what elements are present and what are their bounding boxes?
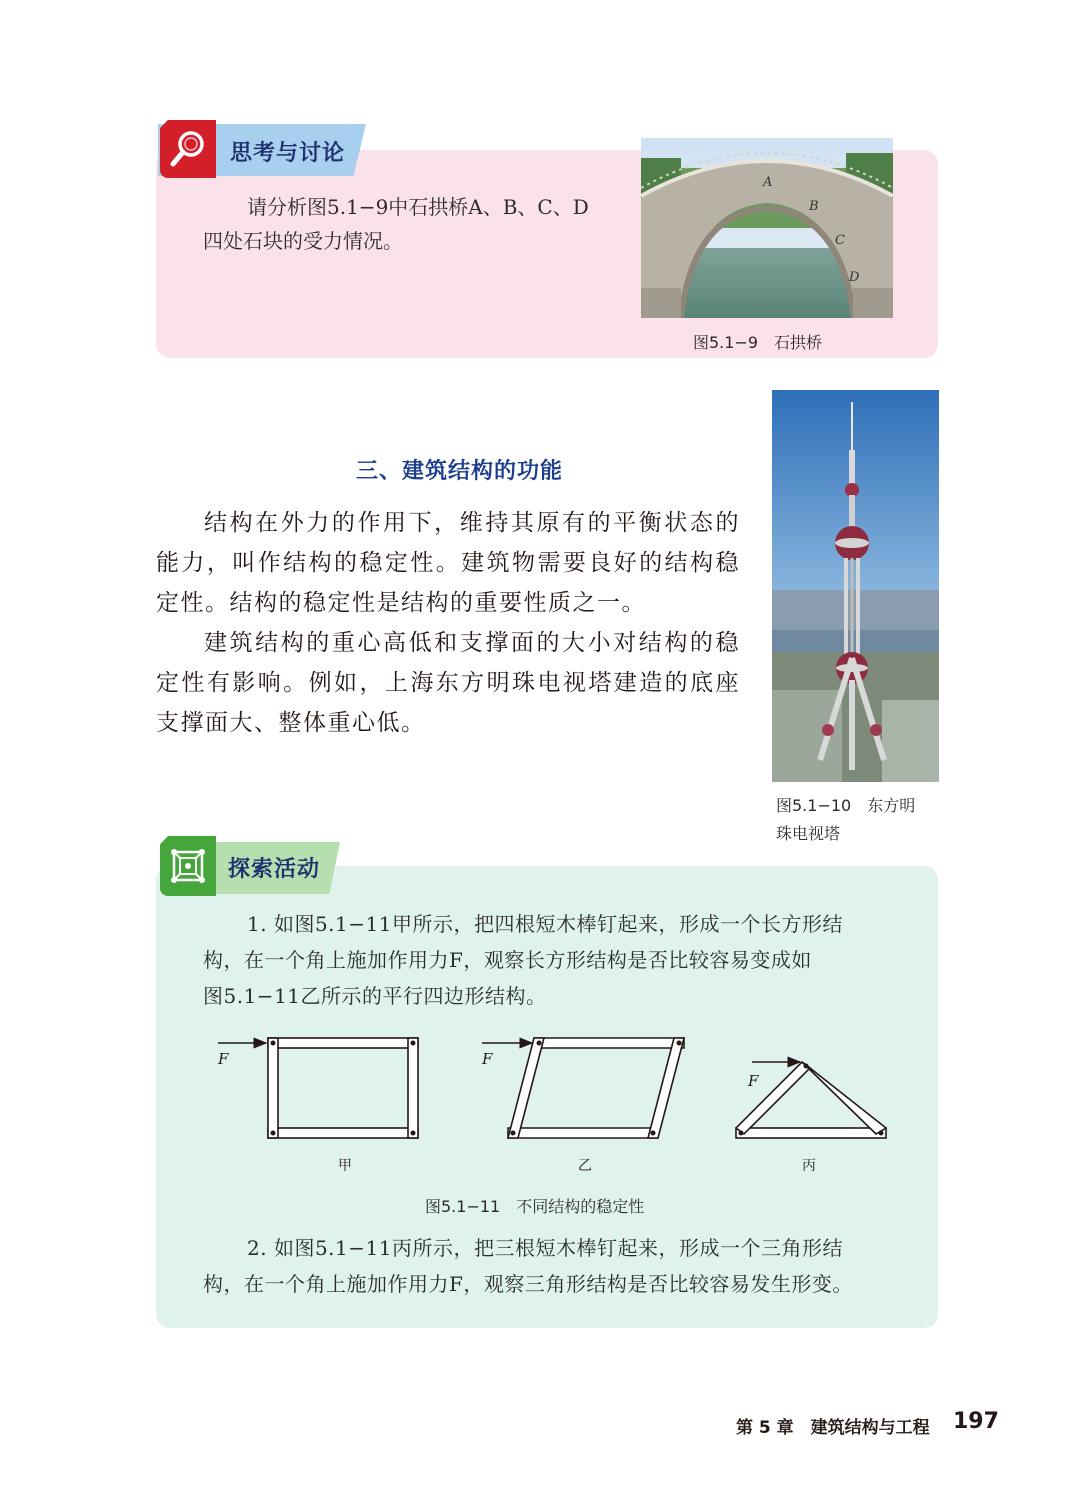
explore-item-2-line-2: 构，在一个角上施加作用力F，观察三角形结构是否比较容易发生形变。: [203, 1272, 853, 1296]
chapter-footer: 第 5 章 建筑结构与工程: [736, 1418, 930, 1438]
label-bing: 丙: [802, 1158, 816, 1174]
force-label-yi: F: [482, 1050, 493, 1068]
explore-item-2: [203, 1230, 903, 1302]
think-line-1: 请分析图5.1−9中石拱桥A、B、C、D: [247, 195, 589, 219]
explore-item-1-line-1: 1. 如图5.1−11甲所示，把四根短木棒钉起来，形成一个长方形结: [247, 912, 843, 936]
cube-network-icon: [160, 836, 216, 896]
label-jia: 甲: [338, 1158, 352, 1174]
section-paragraph-2: 建筑结构的重心高低和支撑面的大小对结构的稳定性有影响。例如，上海东方明珠电视塔建造的底座支撑面大、整体重心低。: [156, 630, 740, 736]
think-discuss-text: [203, 190, 623, 258]
section-paragraph-1: 结构在外力的作用下，维持其原有的平衡状态的能力，叫作结构的稳定性。建筑物需要良好的结构稳定性。结构的稳定性是结构的重要性质之一。: [156, 510, 740, 616]
parallelogram-structure: [508, 1038, 684, 1138]
section-title: 三、建筑结构的功能: [356, 459, 564, 484]
arch-label-d: D: [849, 270, 860, 285]
triangle-structure: [736, 1062, 886, 1138]
think-line-2: 四处石块的受力情况。: [203, 229, 403, 253]
explore-item-1-line-3: 图5.1−11乙所示的平行四边形结构。: [203, 984, 547, 1008]
force-label-jia: F: [218, 1050, 229, 1068]
explore-item-1: [203, 906, 903, 1014]
force-label-bing: F: [748, 1072, 759, 1090]
structure-stability-diagram: [200, 1024, 900, 1184]
label-yi: 乙: [578, 1158, 592, 1174]
explore-activity-title: 探索活动: [228, 857, 321, 882]
diagram-figure-caption: 图5.1−11 不同结构的稳定性: [425, 1197, 645, 1216]
explore-item-2-line-1: 2. 如图5.1−11丙所示，把三根短木棒钉起来，形成一个三角形结: [247, 1236, 843, 1260]
tower-caption-line-2: 珠电视塔: [776, 824, 841, 843]
oriental-pearl-tower-photo: [772, 390, 939, 782]
page-number: 197: [953, 1409, 999, 1434]
arch-label-c: C: [835, 233, 845, 248]
rectangle-structure: [268, 1038, 418, 1138]
arch-label-a: A: [763, 175, 773, 190]
explore-item-1-line-2: 构，在一个角上施加作用力F，观察长方形结构是否比较容易变成如: [203, 948, 812, 972]
magnifier-icon: [160, 120, 216, 178]
stone-arch-bridge-photo: [641, 138, 893, 318]
think-discuss-title: 思考与讨论: [230, 141, 346, 166]
tower-caption-line-1: 图5.1−10 东方明: [776, 796, 916, 815]
bridge-figure-caption: 图5.1−9 石拱桥: [693, 333, 823, 352]
arch-label-b: B: [809, 199, 819, 214]
